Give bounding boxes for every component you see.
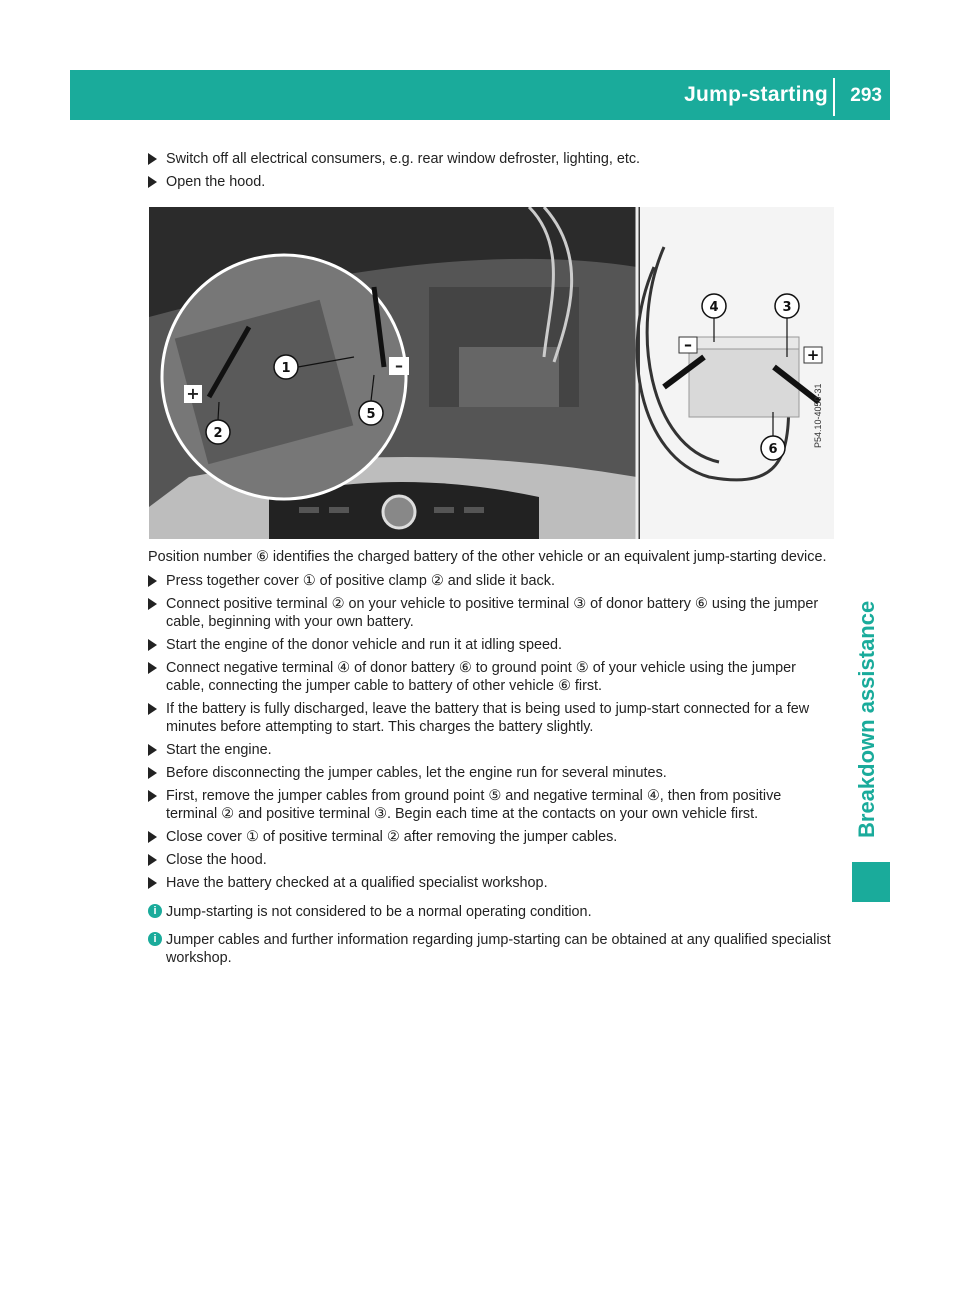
step-text: Connect positive terminal ② on your vehicle to positive terminal ③ of donor battery ⑥ using the jumper cable, beginning with your own battery. [166,596,819,630]
side-tab-label: Breakdown assistance [854,600,879,838]
arrow-right-icon [148,854,157,866]
arrow-right-icon [148,176,157,188]
minus-sign: – [684,335,692,354]
step-item [148,572,834,590]
callout-1 [274,355,298,379]
arrow-right-icon [148,598,157,610]
step-text: Press together cover ① of positive clamp ② and slide it back. [166,573,555,589]
step-text: Before disconnecting the jumper cables, let the engine run for several minutes. [166,765,667,781]
step-item [148,828,834,846]
step-text: Close cover ① of positive terminal ② after removing the jumper cables. [166,829,618,845]
arrow-right-icon [148,575,157,587]
callout-5 [359,401,383,425]
svg-text:1: 1 [281,361,291,376]
arrow-right-icon [148,703,157,715]
step-text: Switch off all electrical consumers, e.g. rear window defroster, lighting, etc. [166,151,641,167]
info-icon: i [148,932,162,946]
step-item [148,764,834,782]
note-text: Jumper cables and further information regarding jump-starting can be obtained at any qualified specialist workshop. [166,932,831,966]
note-text: Jump-starting is not considered to be a normal operating condition. [166,904,592,920]
svg-text:3: 3 [782,300,792,315]
arrow-right-icon [148,767,157,779]
step-item [148,636,834,654]
page-content [148,150,834,196]
step-text: If the battery is fully discharged, leave the battery that is being used to jump-start connected for a few minutes before attempting to start. This charges the battery slightly. [166,701,810,735]
arrow-right-icon [148,877,157,889]
step-text: Start the engine. [166,742,272,758]
page-header [70,70,890,120]
step-item [148,150,834,168]
note-item [148,931,834,967]
header-divider [833,78,835,116]
arrow-right-icon [148,662,157,674]
svg-text:6: 6 [768,442,778,457]
note-item [148,903,834,921]
step-item [148,741,834,759]
plus-sign: + [806,346,820,364]
plus-sign: + [186,384,200,403]
step-item [148,874,834,892]
step-item [148,700,834,736]
callout-2 [206,420,230,444]
steps-list [148,572,834,892]
step-text: Start the engine of the donor vehicle and run it at idling speed. [166,637,563,653]
figure-code: P54.10-4050-31 [813,383,823,448]
svg-text:2: 2 [213,426,223,441]
step-item [148,851,834,869]
step-item [148,173,834,191]
arrow-right-icon [148,790,157,802]
info-icon: i [148,904,162,918]
step-text: Close the hood. [166,852,267,868]
svg-text:4: 4 [709,300,719,315]
step-text: Have the battery checked at a qualified specialist workshop. [166,875,548,891]
step-item [148,595,834,631]
step-text: Open the hood. [166,174,266,190]
section-title: Jump-starting [684,83,828,106]
arrow-right-icon [148,153,157,165]
arrow-right-icon [148,744,157,756]
callout-3 [775,294,799,318]
side-tab-block [852,862,890,902]
callout-4 [702,294,726,318]
callout-6 [761,436,785,460]
arrow-right-icon [148,831,157,843]
jump-start-illustration [149,207,834,539]
step-item [148,659,834,695]
main-text [148,548,834,977]
step-text: Connect negative terminal ④ of donor battery ⑥ to ground point ⑤ of your vehicle using the jumper cable, connecting the jumper cable to battery of other vehicle ⑥ first. [166,660,796,694]
page-number: 293 [850,85,882,106]
arrow-right-icon [148,639,157,651]
intro-paragraph: Position number ⑥ identifies the charged battery of the other vehicle or an equivalent jump-starting device. [148,549,827,565]
step-text: First, remove the jumper cables from ground point ⑤ and negative terminal ④, then from positive terminal ② and positive terminal ③. Begin each time at the contacts on your own vehicle first. [166,788,782,822]
minus-sign: – [395,356,403,375]
svg-text:5: 5 [366,407,376,422]
step-item [148,787,834,823]
